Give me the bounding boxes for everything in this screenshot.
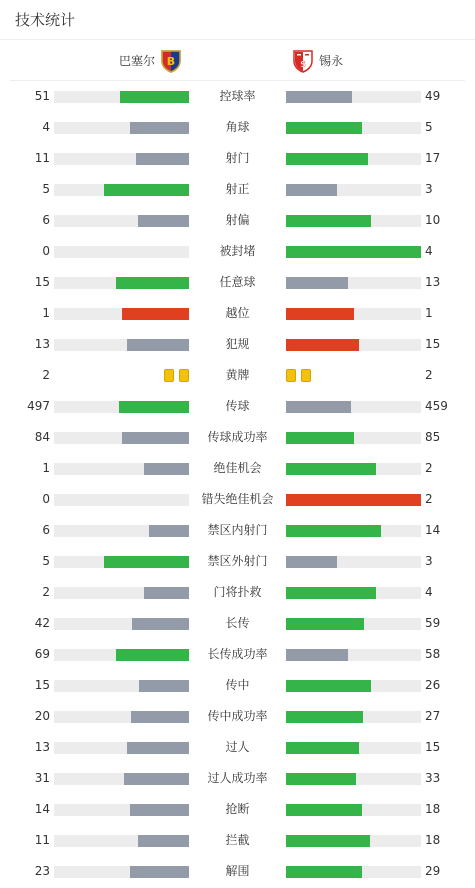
away-yellow-cards xyxy=(286,369,311,383)
home-team-name: 巴塞尔 xyxy=(118,54,155,68)
home-yellow-cards xyxy=(164,369,189,383)
home-stat-bar xyxy=(54,277,189,289)
stat-row xyxy=(0,391,475,422)
away-stat-bar-fill xyxy=(286,587,376,599)
stat-label: 越位 xyxy=(225,306,250,320)
away-stat-value: 17 xyxy=(425,151,441,165)
stat-label: 长传成功率 xyxy=(207,647,268,661)
home-stat-value: 497 xyxy=(27,399,50,413)
stat-label: 禁区外射门 xyxy=(207,554,268,568)
stat-row xyxy=(0,298,475,329)
home-stat-value: 14 xyxy=(34,802,50,816)
away-stat-bar xyxy=(286,804,421,816)
away-stat-bar-fill xyxy=(286,246,421,258)
home-stat-bar xyxy=(54,525,189,537)
away-stat-bar-fill xyxy=(286,122,362,134)
home-stat-value: 1 xyxy=(42,306,50,320)
home-stat-bar-fill xyxy=(144,587,189,599)
away-stat-bar-fill xyxy=(286,215,371,227)
yellow-card-icon xyxy=(179,369,189,382)
away-stat-bar-fill xyxy=(286,153,368,165)
stat-row xyxy=(0,608,475,639)
home-stat-bar-fill xyxy=(116,277,189,289)
home-stat-value: 11 xyxy=(34,833,50,847)
home-stat-value: 13 xyxy=(34,337,50,351)
away-stat-value: 29 xyxy=(425,864,441,878)
home-stat-bar xyxy=(54,556,189,568)
svg-text:B: B xyxy=(166,54,176,68)
away-stat-bar xyxy=(286,215,421,227)
away-stat-bar-fill xyxy=(286,463,376,475)
away-stat-value: 3 xyxy=(425,182,433,196)
home-stat-value: 84 xyxy=(34,430,50,444)
away-stat-bar xyxy=(286,277,421,289)
page-title: 技术统计 xyxy=(15,11,76,29)
home-stat-value: 69 xyxy=(34,647,50,661)
home-stat-value: 4 xyxy=(42,120,50,134)
stat-label: 解围 xyxy=(225,864,250,878)
basel-crest-icon xyxy=(160,49,182,73)
away-stat-value: 85 xyxy=(425,430,441,444)
away-stat-value: 59 xyxy=(425,616,441,630)
away-stat-bar-fill xyxy=(286,432,354,444)
away-stat-bar-fill xyxy=(286,91,352,103)
home-stat-value: 5 xyxy=(42,182,50,196)
stat-label: 禁区内射门 xyxy=(207,523,268,537)
stat-label: 长传 xyxy=(225,616,250,630)
home-stat-bar-fill xyxy=(119,401,189,413)
away-stat-bar-fill xyxy=(286,742,359,754)
home-stat-bar xyxy=(54,711,189,723)
stat-row xyxy=(0,360,475,391)
stat-label: 错失绝佳机会 xyxy=(201,492,274,506)
away-stat-value: 26 xyxy=(425,678,441,692)
home-stat-bar-fill xyxy=(144,463,189,475)
away-stat-value: 13 xyxy=(425,275,441,289)
stat-label: 抢断 xyxy=(225,802,250,816)
stat-row xyxy=(0,174,475,205)
away-stat-bar-fill xyxy=(286,804,362,816)
away-stat-bar xyxy=(286,91,421,103)
stats-header xyxy=(0,0,475,40)
away-stat-value: 49 xyxy=(425,89,441,103)
stat-row xyxy=(0,546,475,577)
home-team[interactable] xyxy=(119,40,182,81)
stat-label: 过人 xyxy=(225,740,250,754)
home-stat-bar-fill xyxy=(122,432,190,444)
away-stat-bar-fill xyxy=(286,525,381,537)
home-stat-bar xyxy=(54,153,189,165)
away-stat-value: 10 xyxy=(425,213,441,227)
yellow-card-icon xyxy=(301,369,311,382)
away-stat-bar xyxy=(286,339,421,351)
stat-row xyxy=(0,670,475,701)
away-stat-bar xyxy=(286,618,421,630)
home-stat-value: 0 xyxy=(42,244,50,258)
stat-label: 射门 xyxy=(225,151,250,165)
home-stat-bar-fill xyxy=(138,835,189,847)
away-stat-value: 459 xyxy=(425,399,448,413)
away-stat-bar-fill xyxy=(286,711,363,723)
away-stat-bar-fill xyxy=(286,649,348,661)
stat-label: 传球 xyxy=(225,399,250,413)
home-stat-bar xyxy=(54,215,189,227)
stat-label: 绝佳机会 xyxy=(213,461,262,475)
away-stat-bar xyxy=(286,649,421,661)
stat-row xyxy=(0,763,475,794)
stat-label: 过人成功率 xyxy=(207,771,268,785)
away-stat-bar-fill xyxy=(286,618,364,630)
home-stat-bar xyxy=(54,587,189,599)
away-team[interactable] xyxy=(292,40,343,81)
svg-text:S: S xyxy=(300,59,306,69)
away-stat-value: 3 xyxy=(425,554,433,568)
away-stat-bar-fill xyxy=(286,339,359,351)
stat-label: 射偏 xyxy=(225,213,250,227)
home-stat-bar-fill xyxy=(130,866,189,878)
away-stat-bar-fill xyxy=(286,866,362,878)
home-stat-bar xyxy=(54,91,189,103)
away-stat-value: 18 xyxy=(425,802,441,816)
home-stat-bar-fill xyxy=(132,618,189,630)
home-stat-bar xyxy=(54,680,189,692)
home-stat-bar xyxy=(54,742,189,754)
home-stat-value: 6 xyxy=(42,523,50,537)
home-stat-value: 15 xyxy=(34,275,50,289)
away-stat-bar xyxy=(286,773,421,785)
stat-label: 角球 xyxy=(225,120,250,134)
home-stat-bar xyxy=(54,432,189,444)
home-stat-bar-fill xyxy=(120,91,189,103)
stat-row xyxy=(0,236,475,267)
home-stat-bar-fill xyxy=(116,649,189,661)
home-stat-bar xyxy=(54,804,189,816)
home-stat-bar-fill xyxy=(136,153,189,165)
away-stat-value: 58 xyxy=(425,647,441,661)
home-stat-value: 51 xyxy=(34,89,50,103)
away-stat-bar xyxy=(286,432,421,444)
yellow-card-icon xyxy=(164,369,174,382)
home-stat-bar-fill xyxy=(127,339,189,351)
away-stat-value: 1 xyxy=(425,306,433,320)
away-stat-value: 15 xyxy=(425,740,441,754)
away-stat-value: 14 xyxy=(425,523,441,537)
home-stat-value: 0 xyxy=(42,492,50,506)
stat-label: 被封堵 xyxy=(219,244,256,258)
stat-label: 任意球 xyxy=(219,275,256,289)
away-stat-value: 5 xyxy=(425,120,433,134)
away-stat-value: 2 xyxy=(425,492,433,506)
home-stat-bar-fill xyxy=(130,804,189,816)
stat-row xyxy=(0,856,475,887)
home-stat-value: 2 xyxy=(42,585,50,599)
stat-row xyxy=(0,515,475,546)
home-stat-bar xyxy=(54,618,189,630)
home-stat-bar xyxy=(54,463,189,475)
stat-row xyxy=(0,701,475,732)
away-stat-bar-fill xyxy=(286,277,348,289)
stat-label: 犯规 xyxy=(225,337,250,351)
away-stat-bar xyxy=(286,246,421,258)
stat-row xyxy=(0,825,475,856)
away-stat-bar-fill xyxy=(286,680,371,692)
stat-label: 传中成功率 xyxy=(207,709,268,723)
stat-row xyxy=(0,329,475,360)
home-stat-value: 15 xyxy=(34,678,50,692)
stat-row xyxy=(0,639,475,670)
stat-row xyxy=(0,794,475,825)
stats-list xyxy=(0,81,475,887)
away-stat-value: 4 xyxy=(425,585,433,599)
stat-row xyxy=(0,484,475,515)
home-stat-bar xyxy=(54,401,189,413)
home-stat-bar xyxy=(54,773,189,785)
home-stat-bar-fill xyxy=(149,525,190,537)
away-stat-bar xyxy=(286,525,421,537)
home-stat-bar-fill xyxy=(122,308,190,320)
stat-label: 拦截 xyxy=(225,833,250,847)
stat-label: 传中 xyxy=(225,678,250,692)
home-stat-value: 42 xyxy=(34,616,50,630)
home-stat-bar xyxy=(54,339,189,351)
stat-row xyxy=(0,422,475,453)
home-stat-bar-fill xyxy=(130,122,189,134)
away-stat-bar xyxy=(286,556,421,568)
away-stat-bar xyxy=(286,835,421,847)
stat-label: 射正 xyxy=(225,182,250,196)
away-stat-bar xyxy=(286,184,421,196)
away-stat-bar-fill xyxy=(286,835,370,847)
stat-label: 门将扑救 xyxy=(213,585,262,599)
away-stat-value: 15 xyxy=(425,337,441,351)
away-stat-bar xyxy=(286,308,421,320)
home-stat-bar xyxy=(54,649,189,661)
home-stat-value: 23 xyxy=(34,864,50,878)
away-stat-value: 18 xyxy=(425,833,441,847)
away-stat-bar xyxy=(286,401,421,413)
home-stat-value: 2 xyxy=(42,368,50,382)
home-stat-value: 6 xyxy=(42,213,50,227)
home-stat-bar-fill xyxy=(131,711,189,723)
away-stat-bar xyxy=(286,680,421,692)
yellow-card-icon xyxy=(286,369,296,382)
away-stat-bar xyxy=(286,866,421,878)
stat-row xyxy=(0,205,475,236)
home-stat-bar-fill xyxy=(138,215,189,227)
home-stat-value: 5 xyxy=(42,554,50,568)
away-stat-bar xyxy=(286,711,421,723)
home-stat-bar xyxy=(54,866,189,878)
home-stat-bar-fill xyxy=(127,742,189,754)
home-stat-value: 31 xyxy=(34,771,50,785)
away-stat-bar-fill xyxy=(286,184,337,196)
home-stat-value: 1 xyxy=(42,461,50,475)
away-stat-bar xyxy=(286,587,421,599)
stat-row xyxy=(0,267,475,298)
home-stat-value: 11 xyxy=(34,151,50,165)
home-stat-bar xyxy=(54,246,189,258)
home-stat-bar xyxy=(54,308,189,320)
away-team-name: 锡永 xyxy=(319,54,344,68)
stat-label: 黄牌 xyxy=(225,368,250,382)
away-stat-bar xyxy=(286,463,421,475)
away-stat-value: 2 xyxy=(425,368,433,382)
home-stat-bar-fill xyxy=(124,773,189,785)
stat-label: 传球成功率 xyxy=(207,430,268,444)
home-stat-value: 13 xyxy=(34,740,50,754)
home-stat-bar-fill xyxy=(139,680,189,692)
sion-crest-icon xyxy=(292,49,314,73)
home-stat-value: 20 xyxy=(34,709,50,723)
away-stat-value: 4 xyxy=(425,244,433,258)
away-stat-bar xyxy=(286,494,421,506)
away-stat-bar-fill xyxy=(286,556,337,568)
away-stat-bar-fill xyxy=(286,494,421,506)
stat-row xyxy=(0,453,475,484)
away-stat-bar xyxy=(286,122,421,134)
stat-row xyxy=(0,732,475,763)
stat-row xyxy=(0,143,475,174)
home-stat-bar xyxy=(54,835,189,847)
stat-row xyxy=(0,112,475,143)
stat-row xyxy=(0,81,475,112)
home-stat-bar xyxy=(54,494,189,506)
stat-label: 控球率 xyxy=(219,89,256,103)
away-stat-bar-fill xyxy=(286,773,356,785)
away-stat-value: 27 xyxy=(425,709,441,723)
away-stat-bar-fill xyxy=(286,401,351,413)
home-stat-bar-fill xyxy=(104,184,189,196)
away-stat-value: 33 xyxy=(425,771,441,785)
stat-row xyxy=(0,577,475,608)
away-stat-bar-fill xyxy=(286,308,354,320)
away-stat-bar xyxy=(286,742,421,754)
away-stat-bar xyxy=(286,153,421,165)
teams-bar xyxy=(10,40,465,81)
away-stat-value: 2 xyxy=(425,461,433,475)
home-stat-bar xyxy=(54,184,189,196)
home-stat-bar-fill xyxy=(104,556,189,568)
home-stat-bar xyxy=(54,122,189,134)
